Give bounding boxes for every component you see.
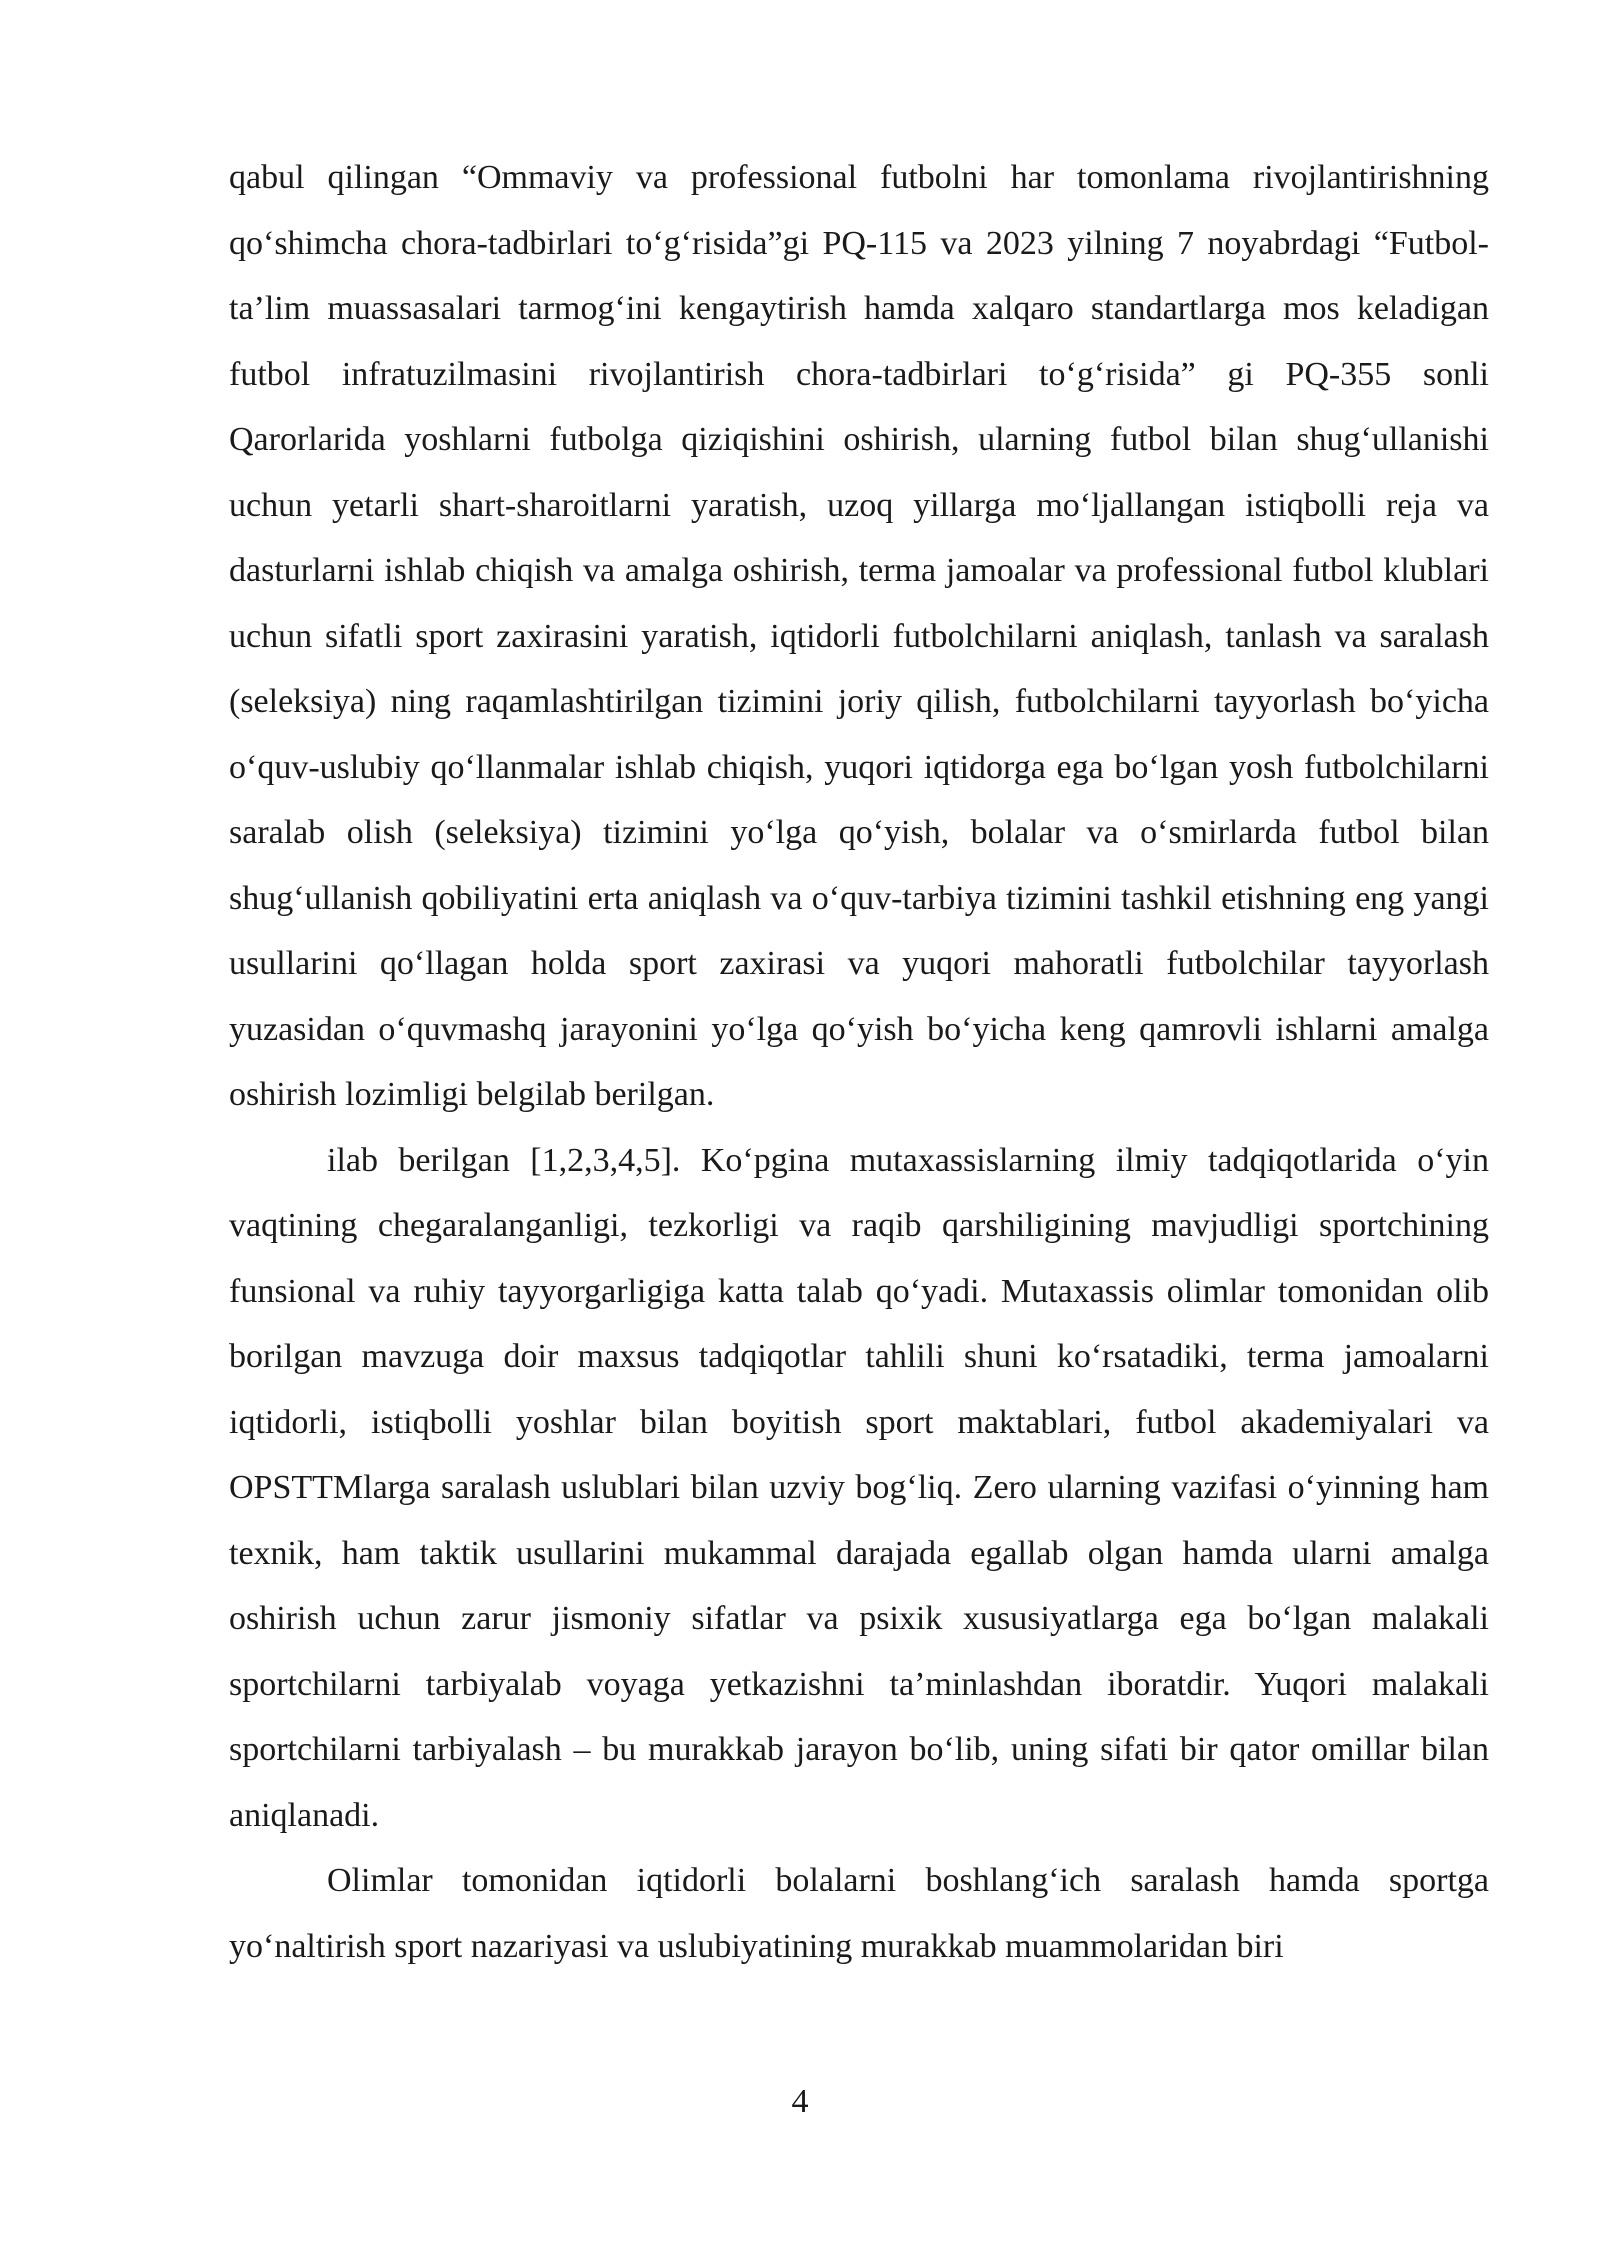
page-number: 4 bbox=[791, 2083, 809, 2120]
paragraph-1: qabul qilingan “Ommaviy va professional futbolni har tomonlama rivojlantirishning qo‘shimcha chora-tadbirlari to‘g‘risida”gi PQ-115 va 2023 yilning 7 noyabrdagi “Futbol-ta’lim muassasalari tarmog‘ini kengaytirish hamda xalqaro standartlarga mos keladigan futbol infratuzilmasini rivojlantirish chora-tadbirlari to‘g‘risida” gi PQ-355 sonli Qarorlarida yoshlarni futbolga qiziqishini oshirish, ularning futbol bilan shug‘ullanishi uchun yetarli shart-sharoitlarni yaratish, uzoq yillarga mo‘ljallangan istiqbolli reja va dasturlarni ishlab chiqish va amalga oshirish, terma jamoalar va professional futbol klublari uchun sifatli sport zaxirasini yaratish, iqtidorli futbolchilarni aniqlash, tanlash va saralash (seleksiya) ning raqamlashtirilgan tizimini joriy qilish, futbolchilarni tayyorlash bo‘yicha o‘quv-uslubiy qo‘llanmalar ishlab chiqish, yuqori iqtidorga ega bo‘lgan yosh futbolchilarni saralab olish (seleksiya) tizimini yo‘lga qo‘yish, bolalar va o‘smirlarda futbol bilan shug‘ullanish qobiliyatini erta aniqlash va o‘quv-tarbiya tizimini tashkil etishning eng yangi usullarini qo‘llagan holda sport zaxirasi va yuqori mahoratli futbolchilar tayyorlash yuzasidan o‘quvmashq jarayonini yo‘lga qo‘yish bo‘yicha keng qamrovli ishlarni amalga oshirish lozimligi belgilab berilgan. bbox=[229, 159, 1489, 1113]
paragraph-3: Olimlar tomonidan iqtidorli bolalarni boshlang‘ich saralash hamda sportga yo‘naltirish sport nazariyasi va uslubiyatining murakkab muammolaridan biri bbox=[229, 1862, 1489, 1965]
paragraph-2: ilab berilgan [1,2,3,4,5]. Ko‘pgina mutaxassislarning ilmiy tadqiqotlarida o‘yin vaqtining chegaralanganligi, tezkorligi va raqib qarshiligining mavjudligi sportchining funsional va ruhiy tayyorgarligiga katta talab qo‘yadi. Mutaxassis olimlar tomonidan olib borilgan mavzuga doir maxsus tadqiqotlar tahlili shuni ko‘rsatadiki, terma jamoalarni iqtidorli, istiqbolli yoshlar bilan boyitish sport maktablari, futbol akademiyalari va OPSTTMlarga saralash uslublari bilan uzviy bog‘liq. Zero ularning vazifasi o‘yinning ham texnik, ham taktik usullarini mukammal darajada egallab olgan hamda ularni amalga oshirish uchun zarur jismoniy sifatlar va psixik xususiyatlarga ega bo‘lgan malakali sportchilarni tarbiyalab voyaga yetkazishni ta’minlashdan iboratdir. Yuqori malakali sportchilarni tarbiyalash – bu murakkab jarayon bo‘lib, uning sifati bir qator omillar bilan aniqlanadi. bbox=[229, 1141, 1489, 1834]
document-body bbox=[229, 145, 1489, 1979]
